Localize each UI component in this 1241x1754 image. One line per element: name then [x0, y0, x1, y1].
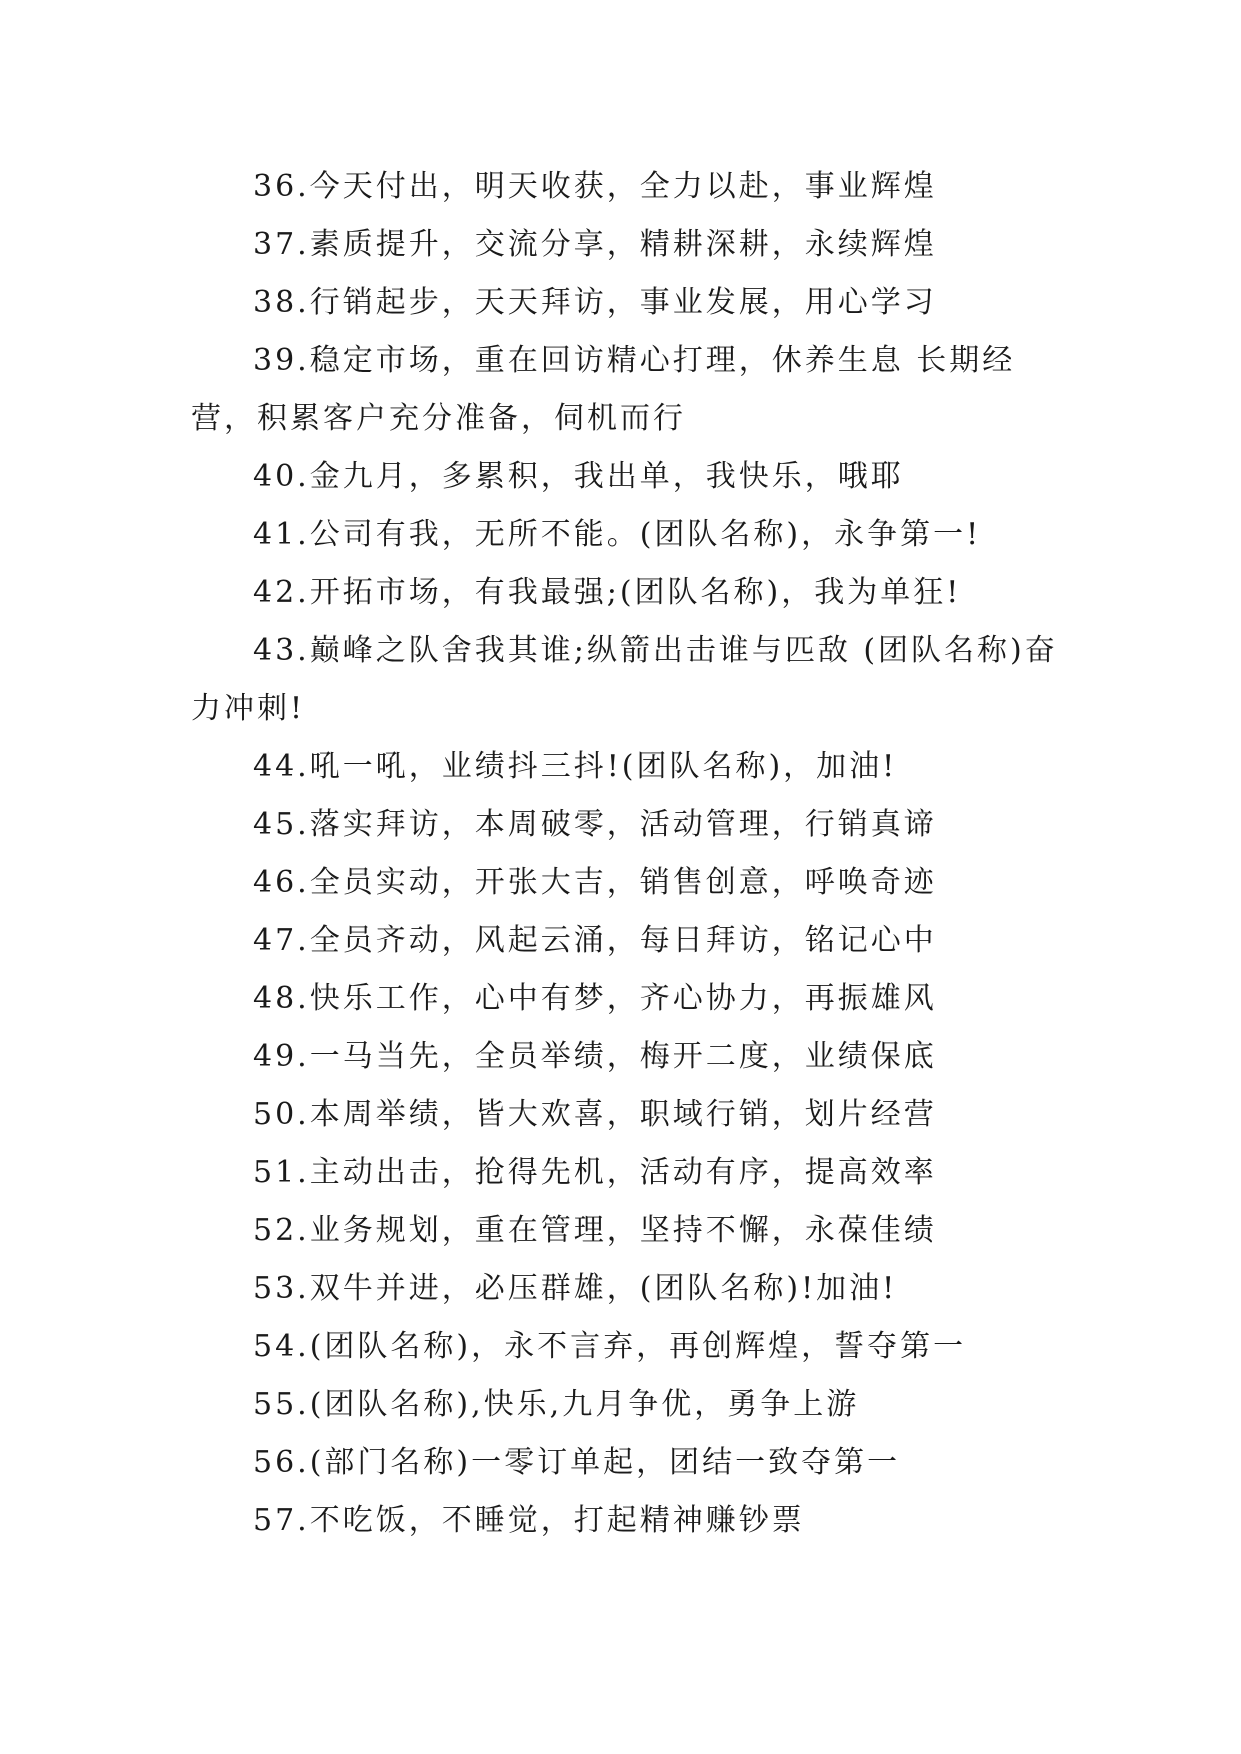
paragraph-56: 56.(部门名称)一零订单起，团结一致夺第一: [253, 1445, 901, 1480]
paragraph-46: 46.全员实动，开张大吉，销售创意，呼唤奇迹: [253, 865, 937, 900]
paragraph-41: 41.公司有我，无所不能。(团队名称)，永争第一!: [253, 517, 982, 552]
paragraph-50: 50.本周举绩，皆大欢喜，职域行销，划片经营: [253, 1097, 937, 1132]
paragraph-36: 36.今天付出，明天收获，全力以赴，事业辉煌: [253, 169, 937, 204]
paragraph-39: 39.稳定市场，重在回访精心打理，休养生息 长期经营，积累客户充分准备，伺机而行: [191, 343, 1016, 436]
paragraph-42: 42.开拓市场，有我最强;(团队名称)，我为单狂!: [253, 575, 962, 610]
paragraph-49: 49.一马当先，全员举绩，梅开二度，业绩保底: [253, 1039, 937, 1074]
document-body: [191, 158, 1061, 1550]
paragraph-57: 57.不吃饭，不睡觉，打起精神赚钞票: [253, 1503, 805, 1538]
paragraph-40: 40.金九月，多累积，我出单，我快乐，哦耶: [253, 459, 904, 494]
paragraph-43: 43.巅峰之队舍我其谁;纵箭出击谁与匹敌 (团队名称)奋力冲刺!: [191, 633, 1058, 726]
paragraph-44: 44.吼一吼，业绩抖三抖!(团队名称)，加油!: [253, 749, 898, 784]
paragraph-51: 51.主动出击，抢得先机，活动有序，提高效率: [253, 1155, 937, 1190]
paragraph-37: 37.素质提升，交流分享，精耕深耕，永续辉煌: [253, 227, 937, 262]
paragraph-52: 52.业务规划，重在管理，坚持不懈，永葆佳绩: [253, 1213, 937, 1248]
paragraph-54: 54.(团队名称)，永不言弃，再创辉煌，誓夺第一: [253, 1329, 967, 1364]
paragraph-48: 48.快乐工作，心中有梦，齐心协力，再振雄风: [253, 981, 937, 1016]
paragraph-53: 53.双牛并进，必压群雄，(团队名称)!加油!: [253, 1271, 898, 1306]
paragraph-47: 47.全员齐动，风起云涌，每日拜访，铭记心中: [253, 923, 937, 958]
paragraph-45: 45.落实拜访，本周破零，活动管理，行销真谛: [253, 807, 937, 842]
paragraph-38: 38.行销起步，天天拜访，事业发展，用心学习: [253, 285, 937, 320]
paragraph-55: 55.(团队名称),快乐,九月争优，勇争上游: [253, 1387, 860, 1422]
